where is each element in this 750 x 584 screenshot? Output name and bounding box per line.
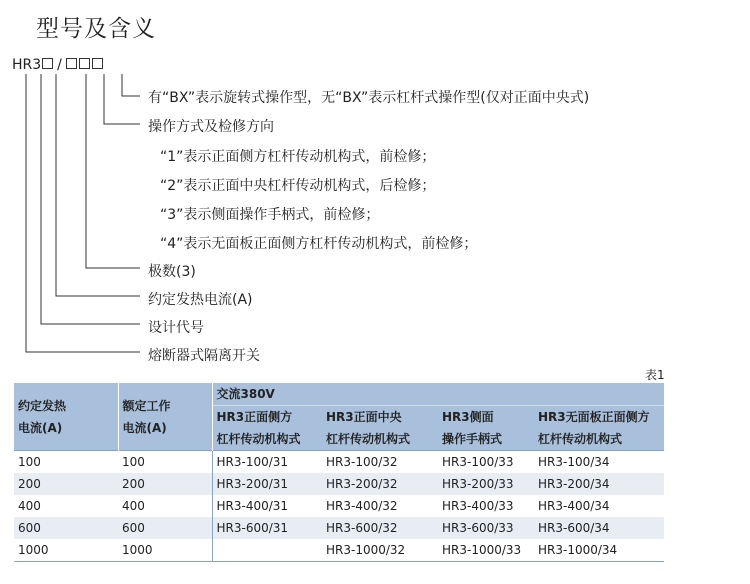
desc-switch: 熔断器式隔离开关 <box>148 348 260 364</box>
desc-current: 约定发热电流(A) <box>148 292 253 308</box>
desc-design-code: 设计代号 <box>148 320 204 336</box>
desc-poles: 极数(3) <box>148 264 196 280</box>
desc-bx: 有“BX”表示旋转式操作型，无“BX”表示杠杆式操作型(仅对正面中央式) <box>148 90 590 106</box>
desc-operation-1: “1”表示正面侧方杠杆传动机构式，前检修； <box>160 149 436 165</box>
header-no-panel-lever-1: HR3无面板正面侧方 <box>534 406 664 429</box>
header-front-side-lever-2: 杠杆传动机构式 <box>212 428 322 451</box>
header-rated-thermal-current: 约定发热 电流(A) <box>14 383 118 451</box>
desc-operation: 操作方式及检修方向 <box>148 119 274 135</box>
page-title: 型号及含义 <box>36 16 156 42</box>
header-no-panel-lever-2: 杠杆传动机构式 <box>534 428 664 451</box>
table-row: 1000 1000 HR3-1000/32 HR3-1000/33 HR3-1000/34 <box>14 539 664 562</box>
table-row: 100 100 HR3-100/31 HR3-100/32 HR3-100/33 HR3-100/34 <box>14 451 664 474</box>
table-row: 200 200 HR3-200/31 HR3-200/32 HR3-200/33 HR3-200/34 <box>14 473 664 495</box>
table-row: 600 600 HR3-600/31 HR3-600/32 HR3-600/33 HR3-600/34 <box>14 517 664 539</box>
table-row: 400 400 HR3-400/31 HR3-400/32 HR3-400/33 HR3-400/34 <box>14 495 664 517</box>
header-front-center-lever-2: 杠杆传动机构式 <box>322 428 438 451</box>
table-caption: 表1 <box>645 368 665 382</box>
header-rated-operational-current: 额定工作 电流(A) <box>118 383 212 451</box>
header-front-center-lever-1: HR3正面中央 <box>322 406 438 429</box>
desc-operation-4: “4”表示无面板正面侧方杠杆传动机构式，前检修； <box>160 236 478 252</box>
desc-operation-3: “3”表示侧面操作手柄式，前检修； <box>160 207 380 223</box>
header-front-side-lever-1: HR3正面侧方 <box>212 406 322 429</box>
header-side-handle-2: 操作手柄式 <box>438 428 534 451</box>
model-slash: / <box>57 57 62 73</box>
spec-table <box>14 383 664 562</box>
header-side-handle-1: HR3侧面 <box>438 406 534 429</box>
header-ac-voltage: 交流380V <box>212 383 664 406</box>
model-prefix: HR3 <box>12 57 42 73</box>
desc-operation-2: “2”表示正面中央杠杆传动机构式，后检修； <box>160 178 436 194</box>
